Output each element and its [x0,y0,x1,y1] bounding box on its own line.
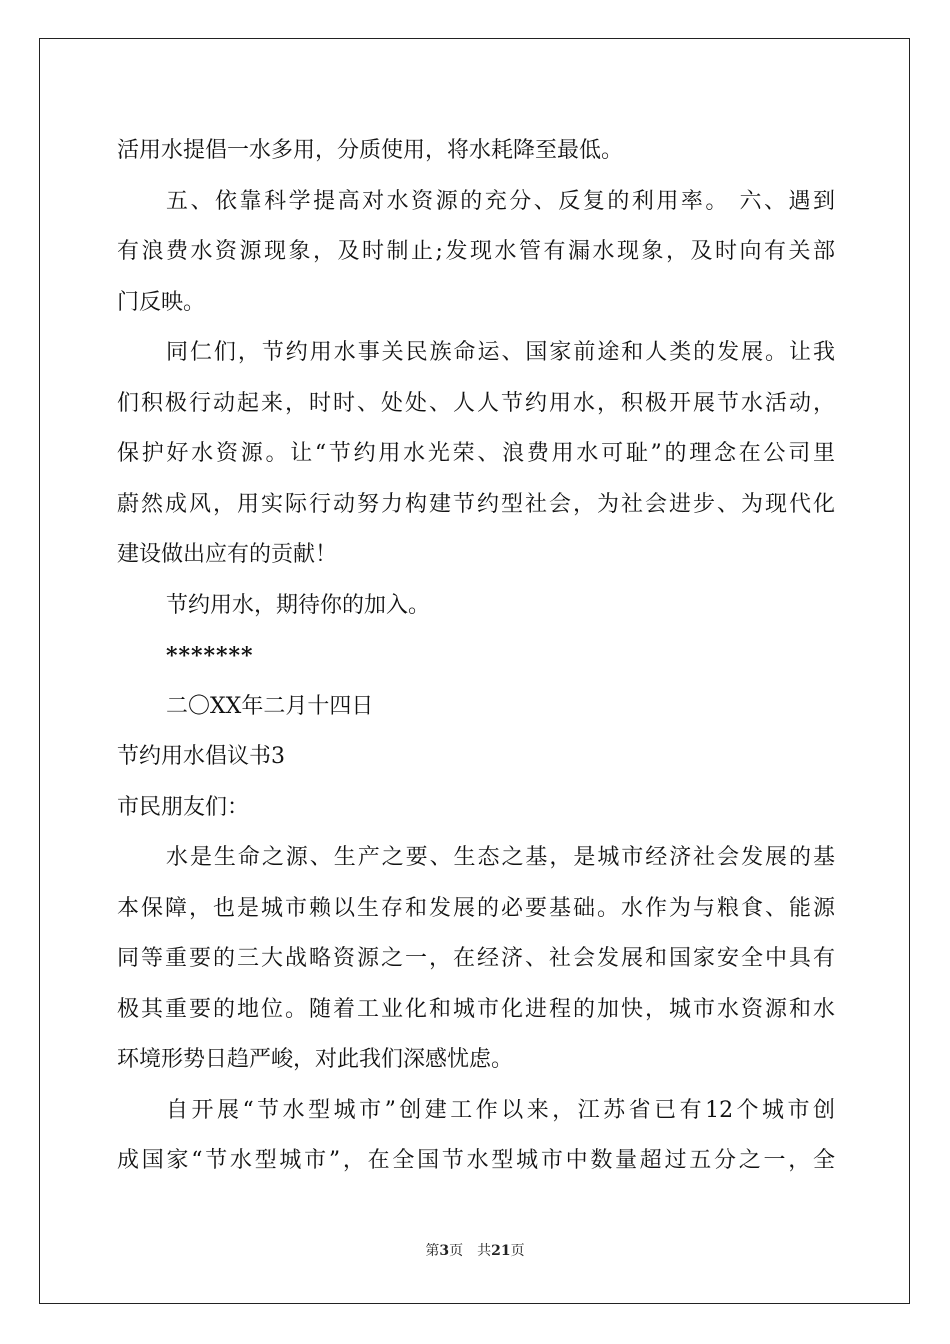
text-line: 节约用水，期待你的加入。 [166,592,431,618]
text-line: 门反映。 [117,289,206,315]
text-line: 同仁们，节约用水事关民族命运、国家前途和人类的发展。让我 [166,340,835,365]
text-line: 极其重要的地位。随着工业化和城市化进程的加快，城市水资源和水 [117,996,835,1022]
text-line: 成国家“节水型城市”，在全国节水型城市中数量超过五分之一，全 [117,1148,835,1173]
salutation: 市民朋友们： [117,794,250,820]
footer-mid: 页 共 [449,1243,492,1259]
text-line: 自开展“节水型城市”创建工作以来，江苏省已有12个城市创 [166,1097,835,1123]
document-body [117,126,835,1187]
text-line: 保护好水资源。让“节约用水光荣、浪费用水可耻”的理念在公司里 [117,441,835,466]
text-line: 水是生命之源、生产之要、生态之基，是城市经济社会发展的基 [166,845,835,870]
text-line: 活用水提倡一水多用，分质使用，将水耗降至最低。 [117,138,624,163]
total-pages-number: 21 [491,1243,511,1259]
footer-suffix: 页 [510,1243,525,1259]
text-line: 本保障，也是城市赖以生存和发展的必要基础。水作为与粮食、能源 [117,895,835,921]
text-line: 建设做出应有的贡献！ [117,542,338,567]
text-line: 们积极行动起来，时时、处处、人人节约用水，积极开展节水活动， [117,390,835,416]
text-line: 五、依靠科学提高对水资源的充分、反复的利用率。 六、遇到 [166,188,835,214]
text-line: 同等重要的三大战略资源之一，在经济、社会发展和国家安全中具有 [117,946,835,971]
text-line: 环境形势日趋严峻，对此我们深感忧虑。 [117,1047,514,1072]
date-line: 二〇XX年二月十四日 [166,693,374,719]
text-line: 有浪费水资源现象，及时制止;发现水管有漏水现象，及时向有关部 [117,239,835,264]
current-page-number: 3 [439,1243,450,1259]
signature-stars: ******* [166,643,254,669]
footer-prefix: 第 [425,1243,440,1259]
page-footer [0,1240,950,1260]
text-line: 蔚然成风，用实际行动努力构建节约型社会，为社会进步、为现代化 [117,491,835,517]
section-title: 节约用水倡议书3 [117,744,285,769]
